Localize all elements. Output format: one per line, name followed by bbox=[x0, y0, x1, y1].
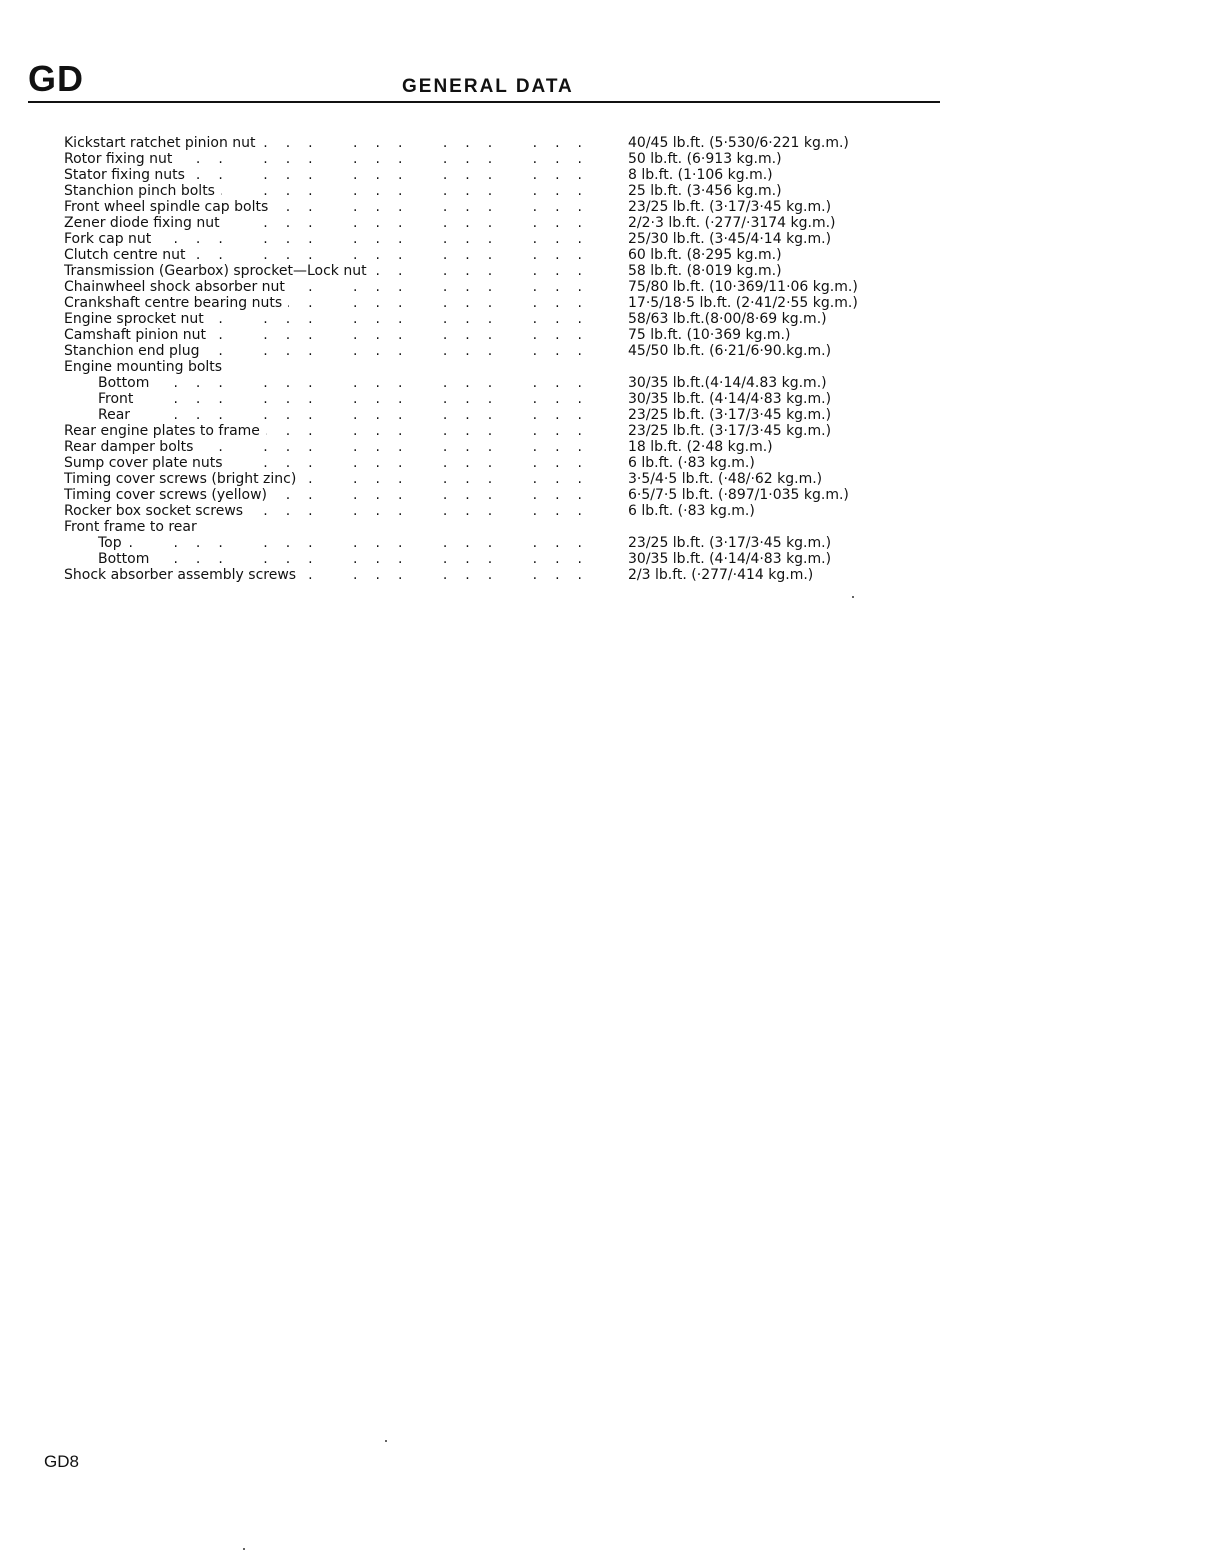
torque-label: Bottom bbox=[64, 551, 155, 567]
header-rule bbox=[28, 101, 940, 103]
torque-label-cell bbox=[64, 183, 600, 199]
torque-value: 23/25 lb.ft. (3·17/3·45 kg.m.) bbox=[628, 199, 832, 215]
torque-label-cell bbox=[64, 151, 600, 167]
torque-label: Front frame to rear bbox=[64, 519, 203, 535]
torque-value bbox=[600, 519, 628, 535]
torque-row bbox=[64, 535, 864, 551]
torque-value: 23/25 lb.ft. (3·17/3·45 kg.m.) bbox=[628, 407, 832, 423]
torque-label: Crankshaft centre bearing nuts bbox=[64, 295, 288, 311]
torque-value: 6·5/7·5 lb.ft. (·897/1·035 kg.m.) bbox=[628, 487, 849, 503]
torque-label: Sump cover plate nuts bbox=[64, 455, 229, 471]
torque-label: Top bbox=[64, 535, 128, 551]
torque-label: Engine sprocket nut bbox=[64, 311, 210, 327]
page-code: GD bbox=[28, 58, 84, 99]
torque-label-cell bbox=[64, 295, 600, 311]
torque-value: 3·5/4·5 lb.ft. (·48/·62 kg.m.) bbox=[628, 471, 823, 487]
torque-row bbox=[64, 359, 864, 375]
torque-value: 6 lb.ft. (·83 kg.m.) bbox=[628, 503, 755, 519]
torque-row bbox=[64, 375, 864, 391]
torque-value: 60 lb.ft. (8·295 kg.m.) bbox=[628, 247, 782, 263]
torque-label-cell bbox=[64, 407, 600, 423]
torque-label: Transmission (Gearbox) sprocket—Lock nut bbox=[64, 263, 373, 279]
torque-label: Stanchion pinch bolts bbox=[64, 183, 221, 199]
torque-label-cell bbox=[64, 311, 600, 327]
torque-label-cell bbox=[64, 455, 600, 471]
torque-value: 23/25 lb.ft. (3·17/3·45 kg.m.) bbox=[628, 535, 832, 551]
torque-spec-list bbox=[64, 135, 864, 583]
torque-value: 18 lb.ft. (2·48 kg.m.) bbox=[628, 439, 773, 455]
torque-value bbox=[600, 359, 628, 375]
torque-value: 6 lb.ft. (·83 kg.m.) bbox=[628, 455, 755, 471]
torque-label: Clutch centre nut bbox=[64, 247, 191, 263]
torque-label-cell bbox=[64, 279, 600, 295]
torque-row bbox=[64, 567, 864, 583]
torque-label: Rear engine plates to frame bbox=[64, 423, 266, 439]
torque-label-cell bbox=[64, 567, 600, 583]
torque-label-cell bbox=[64, 551, 600, 567]
torque-label-cell bbox=[64, 343, 600, 359]
torque-value: 30/35 lb.ft. (4·14/4·83 kg.m.) bbox=[628, 391, 832, 407]
torque-label: Timing cover screws (bright zinc) bbox=[64, 471, 302, 487]
torque-label: Bottom bbox=[64, 375, 155, 391]
torque-label-cell bbox=[64, 215, 600, 231]
torque-row bbox=[64, 439, 864, 455]
torque-value: 40/45 lb.ft. (5·530/6·221 kg.m.) bbox=[628, 135, 849, 151]
torque-row bbox=[64, 199, 864, 215]
torque-value: 58/63 lb.ft.(8·00/8·69 kg.m.) bbox=[628, 311, 827, 327]
torque-value: 75 lb.ft. (10·369 kg.m.) bbox=[628, 327, 791, 343]
torque-value: 17·5/18·5 lb.ft. (2·41/2·55 kg.m.) bbox=[628, 295, 858, 311]
torque-label-cell bbox=[64, 519, 600, 535]
torque-label: Kickstart ratchet pinion nut bbox=[64, 135, 262, 151]
torque-row bbox=[64, 295, 864, 311]
torque-label-cell bbox=[64, 535, 600, 551]
torque-label-cell bbox=[64, 439, 600, 455]
torque-row bbox=[64, 215, 864, 231]
torque-label-cell bbox=[64, 471, 600, 487]
torque-label-cell bbox=[64, 359, 600, 375]
torque-label: Fork cap nut bbox=[64, 231, 157, 247]
torque-value: 58 lb.ft. (8·019 kg.m.) bbox=[628, 263, 782, 279]
torque-row bbox=[64, 423, 864, 439]
torque-value: 75/80 lb.ft. (10·369/11·06 kg.m.) bbox=[628, 279, 858, 295]
torque-value: 2/2·3 lb.ft. (·277/·3174 kg.m.) bbox=[628, 215, 836, 231]
torque-row bbox=[64, 471, 864, 487]
torque-label: Camshaft pinion nut bbox=[64, 327, 212, 343]
torque-label-cell bbox=[64, 487, 600, 503]
torque-label: Rear damper bolts bbox=[64, 439, 199, 455]
torque-row bbox=[64, 247, 864, 263]
torque-label-cell bbox=[64, 391, 600, 407]
torque-label: Rear bbox=[64, 407, 136, 423]
torque-label: Front wheel spindle cap bolts bbox=[64, 199, 274, 215]
torque-row bbox=[64, 167, 864, 183]
torque-value: 45/50 lb.ft. (6·21/6·90.kg.m.) bbox=[628, 343, 832, 359]
torque-row bbox=[64, 343, 864, 359]
torque-row bbox=[64, 183, 864, 199]
torque-label: Rotor fixing nut bbox=[64, 151, 178, 167]
torque-label: Timing cover screws (yellow) bbox=[64, 487, 273, 503]
torque-label-cell bbox=[64, 167, 600, 183]
torque-row bbox=[64, 151, 864, 167]
torque-row bbox=[64, 279, 864, 295]
torque-value: 30/35 lb.ft.(4·14/4.83 kg.m.) bbox=[628, 375, 827, 391]
torque-label-cell bbox=[64, 231, 600, 247]
torque-label: Chainwheel shock absorber nut bbox=[64, 279, 291, 295]
scan-speck bbox=[243, 1548, 245, 1550]
torque-label: Stator fixing nuts bbox=[64, 167, 191, 183]
torque-label-cell bbox=[64, 263, 600, 279]
torque-label-cell bbox=[64, 503, 600, 519]
torque-label: Front bbox=[64, 391, 139, 407]
torque-row bbox=[64, 519, 864, 535]
torque-value: 25/30 lb.ft. (3·45/4·14 kg.m.) bbox=[628, 231, 832, 247]
torque-value: 23/25 lb.ft. (3·17/3·45 kg.m.) bbox=[628, 423, 832, 439]
torque-row bbox=[64, 407, 864, 423]
torque-label: Engine mounting bolts bbox=[64, 359, 228, 375]
torque-label: Stanchion end plug bbox=[64, 343, 206, 359]
torque-value: 25 lb.ft. (3·456 kg.m.) bbox=[628, 183, 782, 199]
torque-label-cell bbox=[64, 247, 600, 263]
torque-row bbox=[64, 551, 864, 567]
torque-label: Shock absorber assembly screws bbox=[64, 567, 302, 583]
torque-value: 2/3 lb.ft. (·277/·414 kg.m.) bbox=[628, 567, 814, 583]
torque-row bbox=[64, 311, 864, 327]
torque-row bbox=[64, 487, 864, 503]
torque-label-cell bbox=[64, 327, 600, 343]
scan-speck bbox=[852, 596, 854, 598]
torque-label-cell bbox=[64, 135, 600, 151]
torque-row bbox=[64, 135, 864, 151]
torque-row bbox=[64, 503, 864, 519]
torque-row bbox=[64, 391, 864, 407]
torque-row bbox=[64, 327, 864, 343]
torque-row bbox=[64, 455, 864, 471]
torque-label-cell bbox=[64, 199, 600, 215]
torque-label: Rocker box socket screws bbox=[64, 503, 249, 519]
torque-label-cell bbox=[64, 423, 600, 439]
scan-speck bbox=[385, 1440, 387, 1442]
torque-label-cell bbox=[64, 375, 600, 391]
page-number: GD8 bbox=[44, 1452, 79, 1471]
torque-label: Zener diode fixing nut bbox=[64, 215, 226, 231]
torque-row bbox=[64, 263, 864, 279]
section-title: GENERAL DATA bbox=[402, 76, 574, 97]
torque-value: 8 lb.ft. (1·106 kg.m.) bbox=[628, 167, 773, 183]
torque-value: 50 lb.ft. (6·913 kg.m.) bbox=[628, 151, 782, 167]
torque-row bbox=[64, 231, 864, 247]
torque-value: 30/35 lb.ft. (4·14/4·83 kg.m.) bbox=[628, 551, 832, 567]
